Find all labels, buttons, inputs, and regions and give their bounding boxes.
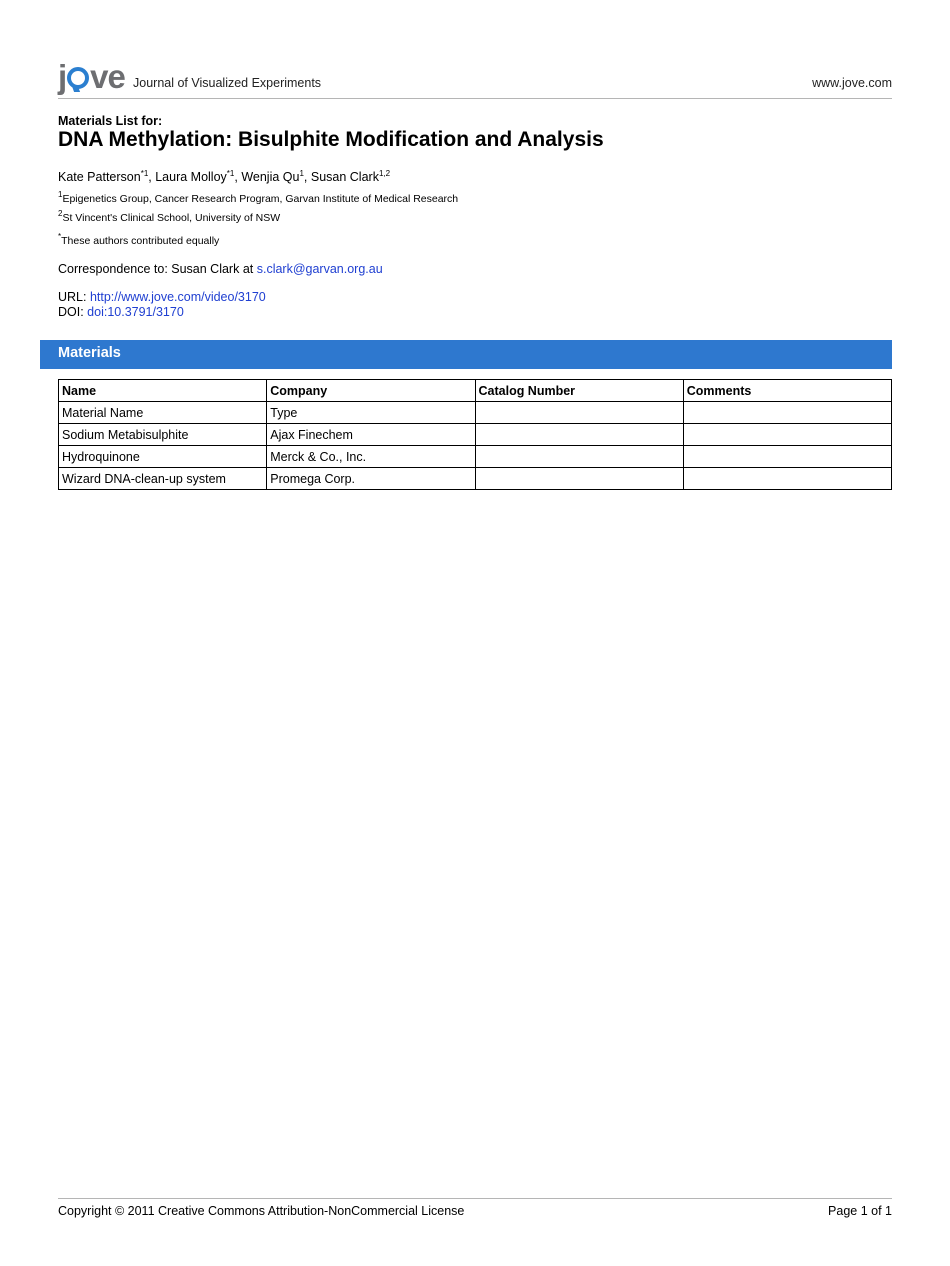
affiliation-text: Epigenetics Group, Cancer Research Program, Garvan Institute of Medical Research [62,193,459,205]
author-list: Kate Patterson$^{*1}$, Laura Molloy$^{*1}$, Wenjia Qu$^1$, Susan Clark$^{1,2}$ [58,169,391,184]
table-cell: Ajax Finechem [267,424,475,446]
affiliation-2 [58,209,281,224]
doi-link[interactable]: doi:10.3791/3170 [87,305,184,319]
affiliation-text: These authors contributed equally [61,235,220,247]
page-number: Page 1 of 1 [828,1204,892,1218]
author-name: Laura Molloy [155,170,227,184]
page-footer [58,1198,892,1218]
table-cell [683,402,891,424]
author-name: Wenjia Qu [241,170,300,184]
table-cell [683,424,891,446]
correspondence-email-link[interactable]: s.clark@garvan.org.au [256,262,383,276]
author-marks: *1 [140,169,149,178]
table-cell: Promega Corp. [267,468,475,490]
section-title: Materials [58,345,121,361]
table-cell: Hydroquinone [59,446,267,468]
author-marks: 1,2 [378,169,391,178]
affiliation-text: St Vincent's Clinical School, University of NSW [62,212,281,224]
table-cell: Sodium Metabisulphite [59,424,267,446]
column-header: Name [59,380,267,402]
doi-label: DOI: [58,305,88,319]
table-row [59,402,892,424]
table-cell: Merck & Co., Inc. [267,446,475,468]
materials-list-kicker: Materials List for: [58,114,163,128]
video-url-link[interactable]: http://www.jove.com/video/3170 [89,290,266,304]
table-cell [475,424,683,446]
affiliation-mark: 2 [58,209,63,218]
correspondence-prefix: Correspondence to: Susan Clark at [58,262,257,276]
column-header: Comments [683,380,891,402]
copyright-notice: Copyright © 2011 Creative Commons Attribution-NonCommercial License [58,1204,465,1218]
table-row [59,424,892,446]
table-row [59,468,892,490]
table-cell [475,468,683,490]
table-cell: Wizard DNA-clean-up system [59,468,267,490]
article-title: DNA Methylation: Bisulphite Modification and Analysis [58,128,604,151]
journal-name: Journal of Visualized Experiments [133,76,322,90]
table-header-row [59,380,892,402]
site-url: www.jove.com [812,76,892,90]
table-cell [475,446,683,468]
jove-logo[interactable]: j ve [58,58,125,95]
jove-logo-o-icon [67,67,89,89]
affiliation-1 [58,190,459,205]
materials-table [58,379,892,490]
equal-contribution-note [58,232,220,247]
table-row [59,446,892,468]
affiliation-mark: * [58,232,62,241]
author-marks: *1 [226,169,235,178]
table-cell [683,446,891,468]
affiliation-mark: 1 [58,190,63,199]
column-header: Company [267,380,475,402]
url-line [58,290,266,304]
author-marks: 1 [299,169,304,178]
table-cell [683,468,891,490]
author-name: Susan Clark [310,170,379,184]
table-cell: Type [267,402,475,424]
page-header [58,60,892,99]
materials-section-header [40,340,892,369]
correspondence [58,262,383,276]
author-name: Kate Patterson [58,170,141,184]
doi-line [58,305,184,319]
column-header: Catalog Number [475,380,683,402]
table-cell: Material Name [59,402,267,424]
table-cell [475,402,683,424]
url-label: URL: [58,290,90,304]
